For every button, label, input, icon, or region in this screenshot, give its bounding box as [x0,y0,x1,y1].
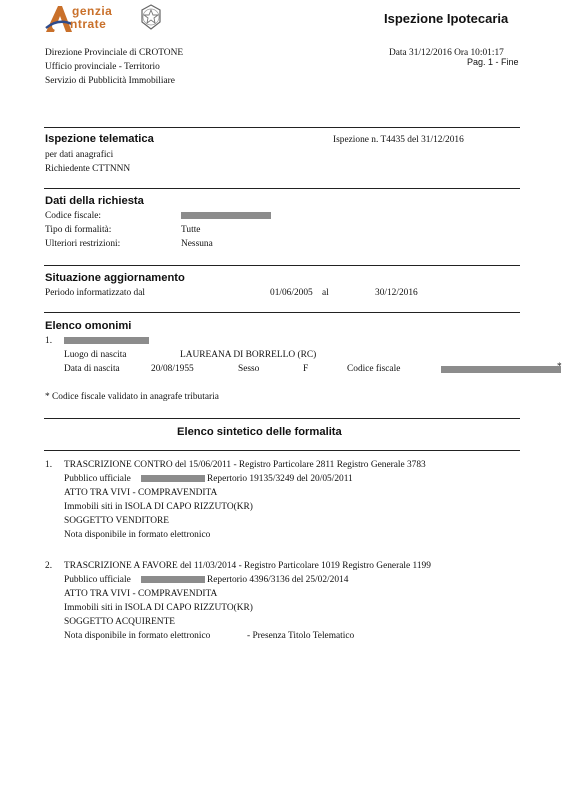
office-line-1: Direzione Provinciale di CROTONE [45,48,184,58]
formalita-2-line4: Immobili siti in ISOLA DI CAPO RIZZUTO(KR) [64,603,253,613]
divider-5 [44,418,520,419]
periodo-to: 30/12/2016 [375,288,418,298]
cf-validation-note: * Codice fiscale validato in anagrafe tributaria [45,392,219,402]
formalita-2-titolo-telematico: - Presenza Titolo Telematico [247,631,355,641]
divider-6 [44,450,520,451]
formalita-1-line5: SOGGETTO VENDITORE [64,516,169,526]
formalita-1-pub-label: Pubblico ufficiale [64,474,131,484]
formalita-heading: Elenco sintetico delle formalita [177,426,342,438]
divider-1 [44,127,520,128]
formalita-1-line6: Nota disponibile in formato elettronico [64,530,211,540]
tipo-formalita-label: Tipo di formalità: [45,225,112,235]
formalita-2-line6: Nota disponibile in formato elettronico [64,631,211,641]
restrizioni-label: Ulteriori restrizioni: [45,239,121,249]
periodo-al: al [322,288,329,298]
formalita-2-pub-label: Pubblico ufficiale [64,575,131,585]
formalita-2-line5: SOGGETTO ACQUIRENTE [64,617,176,627]
ispezione-line-1: per dati anagrafici [45,150,114,160]
date-time: Data 31/12/2016 Ora 10:01:17 [389,48,504,58]
formalita-1-line3: ATTO TRA VIVI - COMPRAVENDITA [64,488,218,498]
richiesta-heading: Dati della richiesta [45,195,144,207]
redacted-pubblico-ufficiale-1 [141,475,205,482]
luogo-nascita-value: LAUREANA DI BORRELLO (RC) [180,350,317,360]
redacted-omonimo-cf [441,366,561,373]
luogo-nascita-label: Luogo di nascita [64,350,127,360]
ispezione-heading: Ispezione telematica [45,133,154,145]
sesso-label: Sesso [238,364,260,374]
formalita-1-line1: TRASCRIZIONE CONTRO del 15/06/2011 - Registro Particolare 2811 Registro Generale 3783 [64,460,426,470]
periodo-from: 01/06/2005 [270,288,313,298]
cf-asterisk: * [557,362,562,372]
data-nascita-value: 20/08/1955 [151,364,194,374]
redacted-name [64,337,149,344]
formalita-2-line3: ATTO TRA VIVI - COMPRAVENDITA [64,589,218,599]
divider-3 [44,265,520,266]
sesso-value: F [303,364,309,374]
agenzia-entrate-logo [44,4,166,34]
document-title: Ispezione Ipotecaria [384,11,509,26]
ispezione-number: Ispezione n. T4435 del 31/12/2016 [333,135,464,145]
formalita-2-line1: TRASCRIZIONE A FAVORE del 11/03/2014 - Registro Particolare 1019 Registro Generale 1199 [64,561,431,571]
formalita-1-repertorio: Repertorio 19135/3249 del 20/05/2011 [207,474,353,484]
aggiornamento-heading: Situazione aggiornamento [45,272,185,284]
formalita-2-repertorio: Repertorio 4396/3136 del 25/02/2014 [207,575,349,585]
codice-fiscale-label: Codice fiscale: [45,211,101,221]
divider-2 [44,188,520,189]
omonimo-index: 1. [45,336,53,346]
redacted-codice-fiscale [181,212,271,219]
periodo-label: Periodo informatizzato dal [45,288,145,298]
data-nascita-label: Data di nascita [64,364,120,374]
divider-4 [44,312,520,313]
emblem-icon [140,4,162,30]
formalita-2-index: 2. [45,561,53,571]
logo-text-line2: ntrate [70,17,107,31]
office-line-3: Servizio di Pubblicità Immobiliare [45,76,175,86]
omonimi-heading: Elenco omonimi [45,320,132,332]
restrizioni-value: Nessuna [181,239,213,249]
omonimo-cf-label: Codice fiscale [347,364,401,374]
page-number: Pag. 1 - Fine [467,57,519,67]
logo-text-line1: genzia [72,4,113,18]
office-line-2: Ufficio provinciale - Territorio [45,62,160,72]
redacted-pubblico-ufficiale-2 [141,576,205,583]
ispezione-line-2: Richiedente CTTNNN [45,164,131,174]
formalita-1-line4: Immobili siti in ISOLA DI CAPO RIZZUTO(KR) [64,502,253,512]
formalita-1-index: 1. [45,460,53,470]
tipo-formalita-value: Tutte [181,225,201,235]
